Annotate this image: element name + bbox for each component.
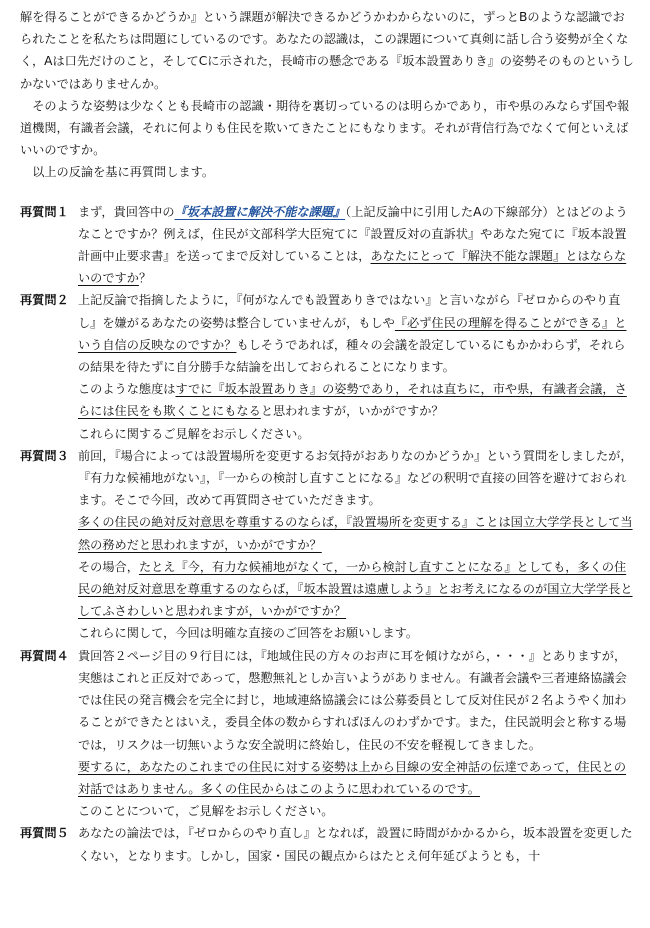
requestion-5-label: 再質問５ bbox=[20, 826, 69, 841]
requestion-1 bbox=[20, 201, 635, 290]
underlined-text: 要するに，あなたのこれまでの住民に対する姿勢は上から目線の安全神話の伝達であって，住民との対話ではありません。多くの住民からはこのように思われているのです。 bbox=[78, 759, 627, 796]
requestion-3-label: 再質問３ bbox=[20, 448, 69, 463]
requestion-4-text-3: このことについて，ご見解をお示しください。 bbox=[78, 804, 334, 819]
document-page bbox=[20, 6, 635, 867]
underlined-text: たとえ『今，有力な候補地がなくて，一から検討し直すことになる』としても，多くの住民の絶対反対意思を尊重するのならば，『坂本設置は遠慮しよう』とお考えになるのが国立大学学長としてふさわしいと思われますが，いかがですか？ bbox=[78, 559, 633, 619]
requestion-1-label: 再質問１ bbox=[20, 204, 69, 219]
requestion-3-text-2 bbox=[78, 511, 635, 555]
requestion-2-label: 再質問２ bbox=[20, 293, 69, 308]
requestion-2-text-2: このような態度はすでに『坂本設置ありき』の姿勢であり，それは直ちに，市や県，有識者会議，さらには住民をも欺くことにもなると思われますが，いかがですか？ bbox=[78, 382, 627, 419]
key-phrase: 『坂本設置に解決不能な課題』 bbox=[174, 204, 346, 219]
requestion-4-text-2 bbox=[78, 756, 635, 800]
requestion-1-text: まず，貴回答中の『坂本設置に解決不能な課題』（上記反論中に引用したAの下線部分）とはどのようなことですか？例えば，住民が文部科学大臣宛てに『設置反対の直訴状』やあなた宛てに『坂本設置計画中止要求書』を送ってまで反対していることは，あなたにとって『解決不能な課題』とはならないのですか？ bbox=[78, 204, 628, 286]
intro-paragraph-2: そのような姿勢は少なくとも長崎市の認識・期待を裏切っているのは明らかであり，市や県のみならず国や報道機関，有識者会議，それに何よりも住民を欺いてきたことにもなります。それが背信行為でなくて何といえばいいのですか。 bbox=[20, 98, 630, 158]
requestion-4 bbox=[20, 645, 635, 823]
requestion-2 bbox=[20, 289, 635, 444]
requestion-3-text-3: その場合，たとえ『今，有力な候補地がなくて，一から検討し直すことになる』としても，多くの住民の絶対反対意思を尊重するのならば，『坂本設置は遠慮しよう』とお考えになるのが国立大学学長としてふさわしいと思われますが，いかがですか？ bbox=[78, 559, 633, 619]
requestion-3-text-4: これらに関して，今回は明確な直接のご回答をお願いします。 bbox=[78, 626, 419, 641]
requestion-4-label: 再質問４ bbox=[20, 648, 69, 663]
requestion-2-text: 上記反論で指摘したように，『何がなんでも設置ありきではない』と言いながら『ゼロからのやり直し』を嫌がるあなたの姿勢は整合していませんが，もしや『必ず住民の理解を得ることができる』という自信の反映なのですか？もしそうであれば，種々の会議を設定しているにもかかわらず，それらの結果を待たずに自分勝手な結論を出しておられることになります。 bbox=[78, 293, 627, 375]
underlined-text: 多くの住民の絶対反対意思を尊重するのならば，『設置場所を変更する』ことは国立大学学長として当然の務めだと思われますが，いかがですか？ bbox=[78, 515, 633, 552]
underlined-text: すでに『坂本設置ありき』の姿勢であり，それは直ちに，市や県，有識者会議，さらには住民をも欺くことにもなる bbox=[78, 382, 627, 419]
underlined-text: あなたにとって『解決不能な課題』とはならないのですか bbox=[78, 249, 627, 286]
requestion-5 bbox=[20, 822, 635, 866]
requestion-3-text: 前回，『場合によっては設置場所を変更するお気持がおありなのかどうか』という質問をしましたが，『有力な候補地がない』，『一からの検討し直すことになる』などの釈明で直接の回答を避けておられます。そこで今回，改めて再質問させていただきます。 bbox=[78, 448, 633, 508]
requestion-2-text-3: これらに関するご見解をお示しください。 bbox=[78, 426, 310, 441]
requestion-3 bbox=[20, 445, 635, 645]
underlined-text: 『必ず住民の理解を得ることができる』という自信の反映なのですか？ bbox=[78, 315, 627, 352]
intro-paragraph-3: 以上の反論を基に再質問します。 bbox=[32, 165, 215, 180]
requestion-5-text: あなたの論法では，『ゼロからのやり直し』となれば，設置に時間がかかるから，坂本設置を変更したくない，となります。しかし，国家・国民の観点からはたとえ何年延びようとも，十 bbox=[78, 826, 633, 863]
intro-paragraph-1: 解を得ることができるかどうか』という課題が解決できるかどうかわからないのに，ずっとBのような認識でおられたことを私たちは問題にしているのです。あなたの認識は，この課題について真剣に話し合う姿勢が全くなく，Aは口先だけのこと，そしてCに示された，長崎市の懸念である『坂本設置ありき』の姿勢そのものというしかないではありませんか。 bbox=[20, 10, 634, 91]
section-gap bbox=[20, 184, 635, 201]
requestion-4-text: 貴回答２ページ目の９行目には，『地域住民の方々のお声に耳を傾けながら，・・・』とありますが，実態はこれと正反対であって，慇懃無礼としか言いようがありません。有識者会議や三者連絡協議会では住民の発言機会を完全に封じ，地域連絡協議会には公募委員として反対住民が２名ようやく加わることができたとはいえ，委員全体の数からすればほんのわずかです。また，住民説明会と称する場では，リスクは一切無いような安全説明に終始し，住民の不安を軽視してきました。 bbox=[78, 648, 627, 752]
